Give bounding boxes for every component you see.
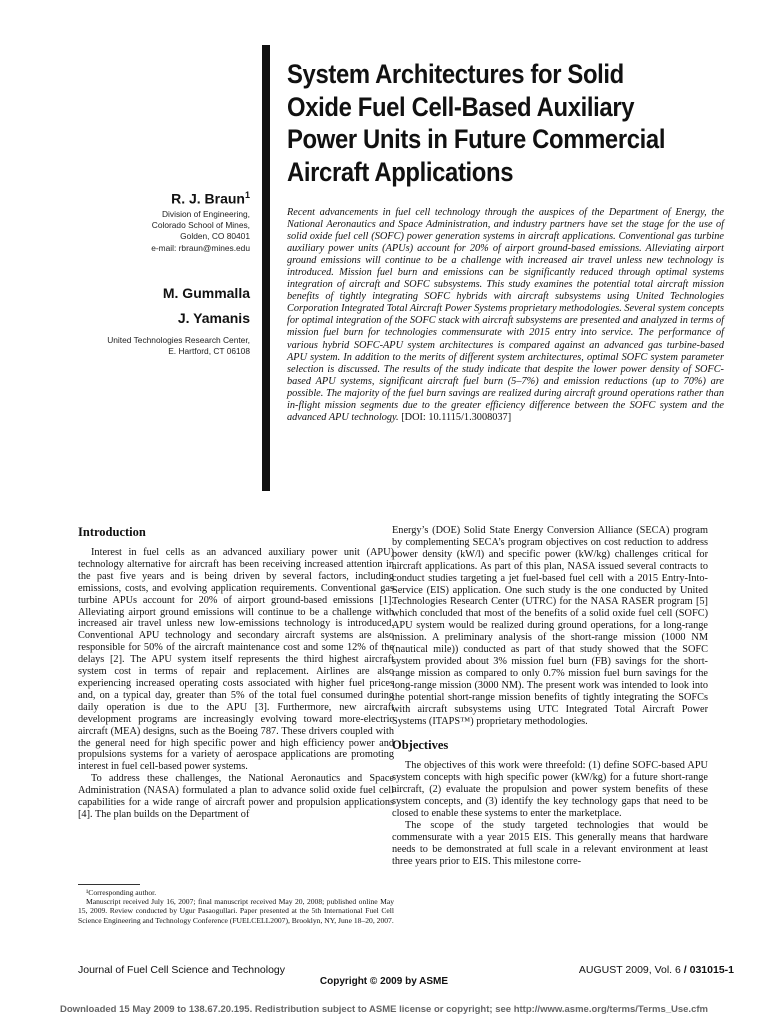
footnote: Manuscript received July 16, 2007; final manuscript received May 20, 2008; published online May 15, 2009. Review conducted by Ugur Pasaogullari. Paper presented at the 5th International Fuel Cell Science Engineering and Technology Conference (FUELCELL2007), Brooklyn, NY, June 18–20, 2007. xyxy=(78,897,394,925)
paper-title: System Architectures for Solid Oxide Fuel Cell-Based Auxiliary Power Units in Future Commercial Aircraft Applications xyxy=(287,59,666,187)
footnote-divider xyxy=(78,884,140,885)
paragraph: The objectives of this work were threefold: (1) define SOFC-based APU system concepts with high specific power (kW/kg) for a future short-range aircraft, (2) evaluate the propulsion and power system benefits of these system concepts, and (3) identify the key technology gaps that need to be closed to enable these systems to enter the marketplace. xyxy=(392,760,708,820)
title-accent-bar xyxy=(262,45,270,491)
footnote: ¹Corresponding author. xyxy=(86,888,157,897)
author-block-2 xyxy=(40,283,250,303)
journal-name: Journal of Fuel Cell Science and Technology xyxy=(78,964,286,976)
author-name: R. J. Braun$^1$ xyxy=(171,190,250,207)
paragraph: The scope of the study targeted technologies that would be commensurate with a year 2015 EIS. This generally means that hardware needs to be demonstrated at full scale in a relevant environment at least three years prior to EIS. This milestone corre- xyxy=(392,819,708,867)
section-heading-introduction: Introduction xyxy=(78,525,146,539)
author-block-3 xyxy=(40,308,250,358)
paragraph: To address these challenges, the National Aeronautics and Space Administration (NASA) formulated a plan to advance solid oxide fuel cell capabilities for a wide range of aircraft power and propulsion applications [4]. The plan builds on the Department of xyxy=(78,773,394,820)
footnotes xyxy=(78,888,394,925)
article-number: 031015-1 xyxy=(689,964,734,976)
doi-link[interactable]: [DOI: 10.1115/1.3008037] xyxy=(401,411,512,423)
author-block-1 xyxy=(40,185,250,254)
copyright-notice: Copyright © 2009 by ASME xyxy=(319,976,449,987)
download-notice: Downloaded 15 May 2009 to 138.67.20.195. Redistribution subject to ASME license or copyright; see http://www.asme.org/terms/Terms_Use.cfm xyxy=(60,1004,708,1015)
paragraph: Interest in fuel cells as an advanced auxiliary power unit (APU) technology alternative for aircraft has been receiving increased attention in the past five years and is being driven by several factors, including emissions, costs, and evolving application requirements. Conventional gas turbine APUs account for 20% of airport ground-based emissions [1]. Alleviating airport ground emissions will continue to be a challenge with increased air travel unless new low-emissions technology is introduced. Conventional APU technology and secondary aircraft systems are also responsible for 50% of the aircraft maintenance cost and some 12% of the delays [2]. The APU system itself represents the third highest aircraft system cost in terms of repair and replacement. Airlines are also experiencing increased operating costs associated with higher fuel prices and, on a typical day, greater than 5% of the total fuel consumed during daily operation is due to the APU [3]. Furthermore, new aircraft development programs are increasingly evolving toward more-electric aircraft (MEA) designs, such as the Boeing 787. These drivers coupled with the general need for high specific power and high efficiency power and propulsions systems for a variety of aerospace applications are promoting interest in fuel cell-based power systems. xyxy=(78,547,394,773)
left-column xyxy=(78,525,394,821)
author-affiliation: Division of Engineering, Colorado School of Mines, Golden, CO 80401 e-mail: rbraun@mines.edu xyxy=(151,208,250,253)
author-name: M. Gummalla xyxy=(162,285,250,301)
section-heading-objectives: Objectives xyxy=(392,738,449,753)
author-affiliation: United Technologies Research Center, E. Hartford, CT 06108 xyxy=(107,335,250,357)
issue-info: AUGUST 2009, Vol. 6 / 031015-1 xyxy=(578,964,734,976)
abstract xyxy=(287,207,724,424)
abstract-text: Recent advancements in fuel cell technology through the auspices of the Department of Energy, the National Aeronautics and Space Administration, and industry partners have set the stage for the use of solid oxide fuel cell (SOFC) power generation systems in aircraft applications. Conventional gas turbine auxiliary power units (APUs) account for 20% of airport ground-based emissions. Alleviating airport ground emissions will continue to be a challenge with increased air travel unless new technology is introduced. Mission fuel burn and emissions can be significantly reduced through optimal systems integration of aircraft and SOFC subsystems. This study examines the potential total aircraft mission benefits of tightly integrating SOFC hybrids with aircraft subsystems using United Technologies Corporation Integrated Total Aircraft Power Systems proprietary methodologies. Several system concepts for optimal integration of the SOFC stack with aircraft subsystems are presented and analyzed in terms of mission fuel burn for technologies commensurate with 2015 entry into service. The performance of various hybrid SOFC-APU system architectures is compared against an advanced gas turbine-based APU system. In addition to the merits of different system architectures, optimal SOFC system parameter selection is discussed. The results of the study indicate that despite the lower power density of SOFC-based APU systems, significant aircraft fuel burn (5–7%) and emission reductions (up to 70%) are possible. The majority of the fuel burn savings are realized during aircraft ground operations rather than in-flight mission segments due to the greater efficiency difference between the SOFC system and the advanced APU technology. xyxy=(287,207,724,423)
paragraph-continued: Energy’s (DOE) Solid State Energy Conversion Alliance (SECA) program by complementing SECA’s program objectives on cost reduction to address power density (kW/l) and specific power (kW/kg) challenges critical for aircraft applications. As part of this plan, NASA issued several contracts to conduct studies targeting a jet fuel-based fuel cell with a 2015 Entry-Into-Service (EIS) application. One such study is the one conducted by United Technologies Research Center (UTRC) for the NASA RASER program [5] which concluded that most of the benefits of a solid oxide fuel cell (SOFC) APU system would be realized during ground operations, for a long-range mission. A preliminary analysis of the short-range mission (1000 NM (nautical mile)) conducted as part of that study showed that the SOFC system provided about 3% mission fuel burn (FB) savings for the short-range mission as compared to only 0.7% mission fuel burn savings for the long-range mission (3000 NM). The present work was intended to look into the potential short-range mission benefits of tightly integrating the SOFCs with aircraft subsystems using UTC Integrated Total Aircraft Power Systems (ITAPS™) proprietary methodologies. xyxy=(392,525,708,727)
author-name: J. Yamanis xyxy=(177,310,250,326)
right-column xyxy=(392,525,708,868)
